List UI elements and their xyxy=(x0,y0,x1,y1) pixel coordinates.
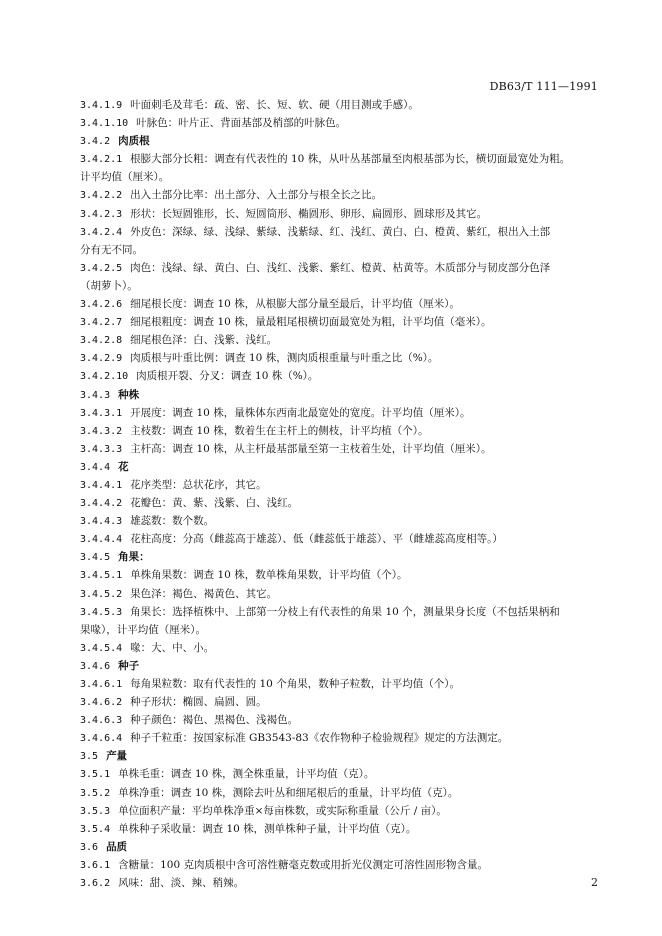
clause-number: 3.4.2 xyxy=(80,136,111,148)
clause-text: 含糖量：100 克肉质根中含可溶性糖毫克数或用折光仪测定可溶性固形物含量。 xyxy=(118,858,488,871)
clause-number: 3.4.1.10 xyxy=(80,118,129,130)
clause-text: 肉质根与叶重比例：调查 10 株，测肉质根重量与叶重之比（%）。 xyxy=(130,352,439,365)
section-heading xyxy=(80,838,600,856)
document-body xyxy=(80,96,600,892)
clause-text: 单位面积产量：平均单株净重×每亩株数，或实际称重量（公斤 / 亩）。 xyxy=(118,804,447,817)
clause-text: （胡萝卜）。 xyxy=(80,279,138,292)
clause-number: 3.4.2.6 xyxy=(80,299,123,311)
section-heading xyxy=(80,548,600,566)
clause-line xyxy=(80,639,600,657)
clause-text: 花序类型：总状花序，其它。 xyxy=(130,478,267,491)
clause-number: 3.5 xyxy=(80,751,99,763)
clause-number: 3.4.3 xyxy=(80,389,111,401)
clause-line xyxy=(80,223,600,241)
clause-number: 3.5.1 xyxy=(80,769,111,781)
clause-text: 细尾根粗度：调查 10 株，量最粗尾根横切面最宽处为粗，计平均值（毫米）。 xyxy=(130,316,492,329)
clause-text: 种子形状：椭圆、扁圆、圆。 xyxy=(130,696,267,709)
clause-text: 角果： xyxy=(118,551,150,564)
clause-text: 每角果粒数：取有代表性的 10 个角果，数种子粒数，计平均值（个）。 xyxy=(130,678,460,690)
clause-line xyxy=(80,784,600,802)
clause-line xyxy=(80,440,600,458)
clause-text: 单株净重：调查 10 株，测除去叶丛和细尾根后的重量，计平均值（克）。 xyxy=(118,786,459,799)
clause-number: 3.4.5.4 xyxy=(80,642,123,654)
clause-line xyxy=(80,331,600,349)
clause-text: 根膨大部分长粗：调查有代表性的 10 株，从叶丛基部量至肉根基部为长，横切面最宽处为粗。 xyxy=(130,153,571,166)
clause-line xyxy=(80,476,600,494)
clause-line xyxy=(80,404,600,422)
clause-line xyxy=(80,603,600,621)
clause-line xyxy=(80,765,600,783)
clause-line xyxy=(80,277,600,295)
clause-text: 风味：甜、淡、辣、稍辣。 xyxy=(118,877,245,890)
clause-line xyxy=(80,693,600,711)
clause-line xyxy=(80,729,600,747)
clause-line xyxy=(80,711,600,729)
clause-text: 计平均值（厘米）。 xyxy=(80,171,170,184)
clause-number: 3.6.2 xyxy=(80,878,111,890)
clause-line xyxy=(80,820,600,838)
clause-line xyxy=(80,494,600,512)
clause-number: 3.4.2.1 xyxy=(80,154,123,166)
clause-number: 3.4.6.4 xyxy=(80,733,123,745)
clause-text: 分有无不同。 xyxy=(80,243,143,256)
clause-number: 3.4.3.3 xyxy=(80,443,123,455)
clause-text: 种子千粒重：按国家标准 GB3543-83《农作物种子检验规程》规定的方法测定。 xyxy=(130,732,509,745)
clause-text: 叶脉色：叶片正、背面基部及梢部的叶脉色。 xyxy=(136,117,347,130)
clause-line xyxy=(80,150,600,168)
clause-text: 花瓣色：黄、紫、浅紫、白、浅红。 xyxy=(130,497,299,510)
clause-number: 3.4.2.5 xyxy=(80,262,123,274)
clause-number: 3.4.5.2 xyxy=(80,588,123,600)
clause-number: 3.5.4 xyxy=(80,823,111,835)
clause-number: 3.4.4.4 xyxy=(80,534,123,546)
clause-text: 果色泽：褐色、褐黄色、其它。 xyxy=(130,587,278,600)
section-heading xyxy=(80,657,600,675)
clause-text: 单株种子采收量：调查 10 株，测单株种子量，计平均值（克）。 xyxy=(118,822,417,835)
clause-text: 雄蕊数：数个数。 xyxy=(130,515,215,528)
clause-number: 3.4.6.1 xyxy=(80,679,123,690)
clause-number: 3.4.4.3 xyxy=(80,516,123,528)
section-heading xyxy=(80,386,600,404)
clause-line xyxy=(80,168,600,186)
clause-line xyxy=(80,530,600,548)
clause-number: 3.4.1.9 xyxy=(80,100,123,111)
clause-line xyxy=(80,295,600,313)
clause-text: 种子 xyxy=(118,659,140,672)
clause-line xyxy=(80,585,600,603)
clause-line xyxy=(80,512,600,530)
clause-text: 叶面刺毛及茸毛：疏、密、长、短、软、硬（用目测或手感）。 xyxy=(130,99,419,111)
clause-number: 3.4.3.1 xyxy=(80,407,123,419)
clause-number: 3.4.4.1 xyxy=(80,479,123,491)
clause-number: 3.4.2.4 xyxy=(80,226,123,238)
page-number: 2 xyxy=(591,876,598,889)
clause-line xyxy=(80,422,600,440)
clause-text: 主枝数：调查 10 株，数着生在主杆上的侧枝，计平均植（个）。 xyxy=(130,424,429,437)
clause-number: 3.4.2.7 xyxy=(80,317,123,329)
clause-number: 3.6.1 xyxy=(80,859,111,871)
clause-number: 3.4.5 xyxy=(80,552,111,564)
clause-line xyxy=(80,205,600,223)
clause-text: 主杆高：调查 10 株，从主杆最基部量至第一主枝着生处，计平均值（厘米）。 xyxy=(130,442,492,455)
clause-text: 细尾根长度：调查 10 株，从根膨大部分量至最后，计平均值（厘米）。 xyxy=(130,298,460,311)
clause-text: 形状：长短圆锥形，长、短圆筒形、椭圆形、卵形、扁圆形、圆球形及其它。 xyxy=(130,207,488,220)
clause-line xyxy=(80,186,600,204)
clause-text: 花 xyxy=(118,460,129,473)
clause-number: 3.4.6.2 xyxy=(80,697,123,709)
clause-number: 3.4.2.2 xyxy=(80,190,123,202)
clause-number: 3.5.3 xyxy=(80,805,111,817)
clause-line xyxy=(80,675,600,693)
clause-line xyxy=(80,621,600,639)
clause-line xyxy=(80,349,600,367)
clause-text: 单株角果数：调查 10 株，数单株角果数，计平均值（个）。 xyxy=(130,569,408,582)
clause-line xyxy=(80,96,600,114)
clause-number: 3.4.2.8 xyxy=(80,335,123,347)
section-heading xyxy=(80,458,600,476)
clause-text: 花柱高度：分高（雌蕊高于雄蕊）、低（雌蕊低于雄蕊）、平（雌雄蕊高度相等。） xyxy=(130,533,503,546)
section-heading xyxy=(80,747,600,765)
clause-number: 3.4.3.2 xyxy=(80,425,123,437)
clause-line xyxy=(80,241,600,259)
clause-line xyxy=(80,874,600,892)
clause-number: 3.4.2.3 xyxy=(80,208,123,220)
clause-line xyxy=(80,856,600,874)
clause-text: 产量 xyxy=(106,750,128,763)
clause-line xyxy=(80,367,600,385)
clause-text: 单株毛重：调查 10 株，测全株重量，计平均值（克）。 xyxy=(118,768,375,781)
clause-text: 种株 xyxy=(118,388,140,401)
clause-text: 果喙），计平均值（厘米）。 xyxy=(80,623,206,636)
clause-line xyxy=(80,566,600,584)
clause-text: 肉质根 xyxy=(118,135,150,148)
clause-number: 3.4.6 xyxy=(80,660,111,672)
clause-text: 肉色：浅绿、绿、黄白、白、浅红、浅紫、紫红、橙黄、枯黄等。木质部分与韧皮部分色泽 xyxy=(130,261,551,274)
clause-text: 出入土部分比率：出土部分、入土部分与根全长之比。 xyxy=(130,189,383,202)
clause-text: 开展度：调查 10 株，量株体东西南北最宽处的宽度。计平均值（厘米）。 xyxy=(130,406,471,419)
clause-line xyxy=(80,259,600,277)
clause-number: 3.4.4 xyxy=(80,461,111,473)
clause-number: 3.4.2.10 xyxy=(80,371,129,383)
clause-number: 3.5.2 xyxy=(80,787,111,799)
clause-number: 3.4.5.1 xyxy=(80,570,123,582)
clause-text: 细尾根色泽：白、浅紫、浅红。 xyxy=(130,334,278,347)
clause-line xyxy=(80,802,600,820)
clause-line xyxy=(80,313,600,331)
section-heading xyxy=(80,132,600,150)
clause-line xyxy=(80,114,600,132)
clause-number: 3.4.5.3 xyxy=(80,606,123,618)
clause-number: 3.4.6.3 xyxy=(80,715,123,727)
clause-text: 种子颜色：褐色、黑褐色、浅褐色。 xyxy=(130,714,299,727)
clause-text: 外皮色：深绿、绿、浅绿、紫绿、浅紫绿、红、浅红、黄白、白、橙黄、紫红，根出入土部 xyxy=(130,225,551,238)
clause-text: 品质 xyxy=(106,840,128,853)
clause-text: 角果长：选择植株中、上部第一分枝上有代表性的角果 10 个，测量果身长度（不包括果柄和 xyxy=(130,605,560,618)
clause-number: 3.4.2.9 xyxy=(80,353,123,365)
clause-text: 喙：大、中、小。 xyxy=(130,641,215,654)
clause-text: 肉质根开裂、分叉：调查 10 株（%）。 xyxy=(136,370,319,383)
clause-number: 3.6 xyxy=(80,841,99,853)
document-code: DB63/T 111—1991 xyxy=(489,80,598,93)
clause-number: 3.4.4.2 xyxy=(80,498,123,510)
